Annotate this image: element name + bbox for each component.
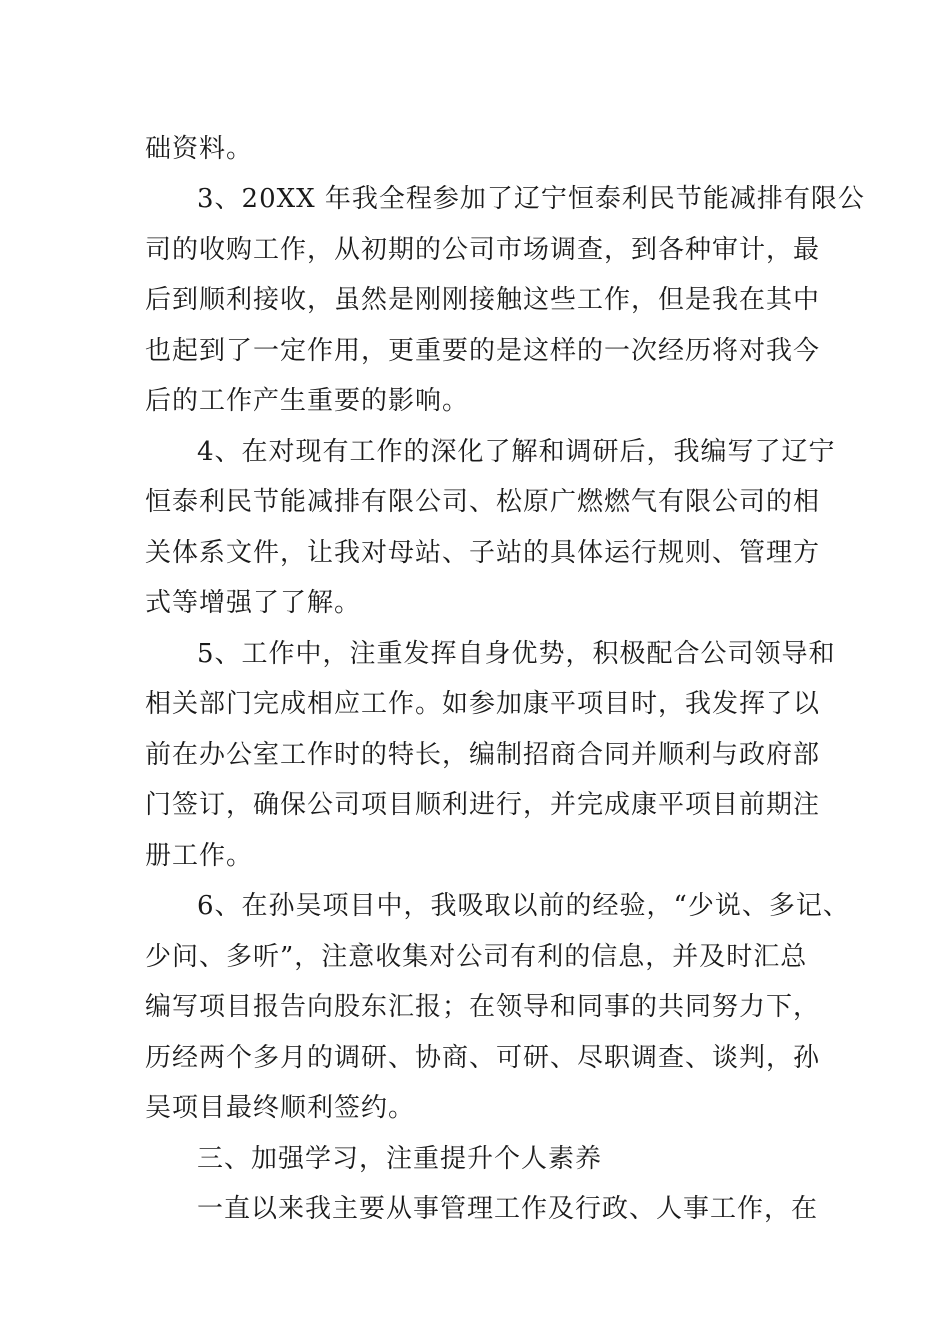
text-line: 式等增强了了解。 [145, 588, 362, 618]
text-line: 吴项目最终顺利签约。 [145, 1093, 416, 1123]
text-line: 一直以来我主要从事管理工作及行政、人事工作，在 [197, 1194, 819, 1224]
text-line: 6、在孙吴项目中，我吸取以前的经验，“少说、多记、 [197, 891, 850, 921]
text-line: 础资料。 [145, 134, 254, 164]
text-line: 相关部门完成相应工作。如参加康平项目时，我发挥了以 [145, 689, 821, 719]
text-line: 门签订，确保公司项目顺利进行，并完成康平项目前期注 [145, 790, 821, 820]
text-line: 5、工作中，注重发挥自身优势，积极配合公司领导和 [197, 639, 836, 669]
text-line: 也起到了一定作用，更重要的是这样的一次经历将对我今 [145, 336, 821, 366]
section-heading: 三、加强学习，注重提升个人素养 [197, 1144, 603, 1174]
text-line: 司的收购工作，从初期的公司市场调查，到各种审计，最 [145, 235, 821, 265]
text-line: 后到顺利接收，虽然是刚刚接触这些工作，但是我在其中 [145, 285, 821, 315]
text-line: 恒泰利民节能减排有限公司、松原广燃燃气有限公司的相 [145, 487, 821, 517]
text-line: 4、在对现有工作的深化了解和调研后，我编写了辽宁 [197, 437, 836, 467]
text-line: 编写项目报告向股东汇报；在领导和同事的共同努力下， [145, 992, 821, 1022]
text-line: 关体系文件，让我对母站、子站的具体运行规则、管理方 [145, 538, 821, 568]
text-line: 前在办公室工作时的特长，编制招商合同并顺利与政府部 [145, 740, 821, 770]
text-line: 后的工作产生重要的影响。 [145, 386, 470, 416]
text-line: 3、20XX 年我全程参加了辽宁恒泰利民节能减排有限公 [197, 184, 865, 214]
text-line: 少问、多听”，注意收集对公司有利的信息，并及时汇总 [145, 942, 808, 972]
text-line: 册工作。 [145, 841, 254, 871]
text-line: 历经两个多月的调研、协商、可研、尽职调查、谈判，孙 [145, 1043, 821, 1073]
